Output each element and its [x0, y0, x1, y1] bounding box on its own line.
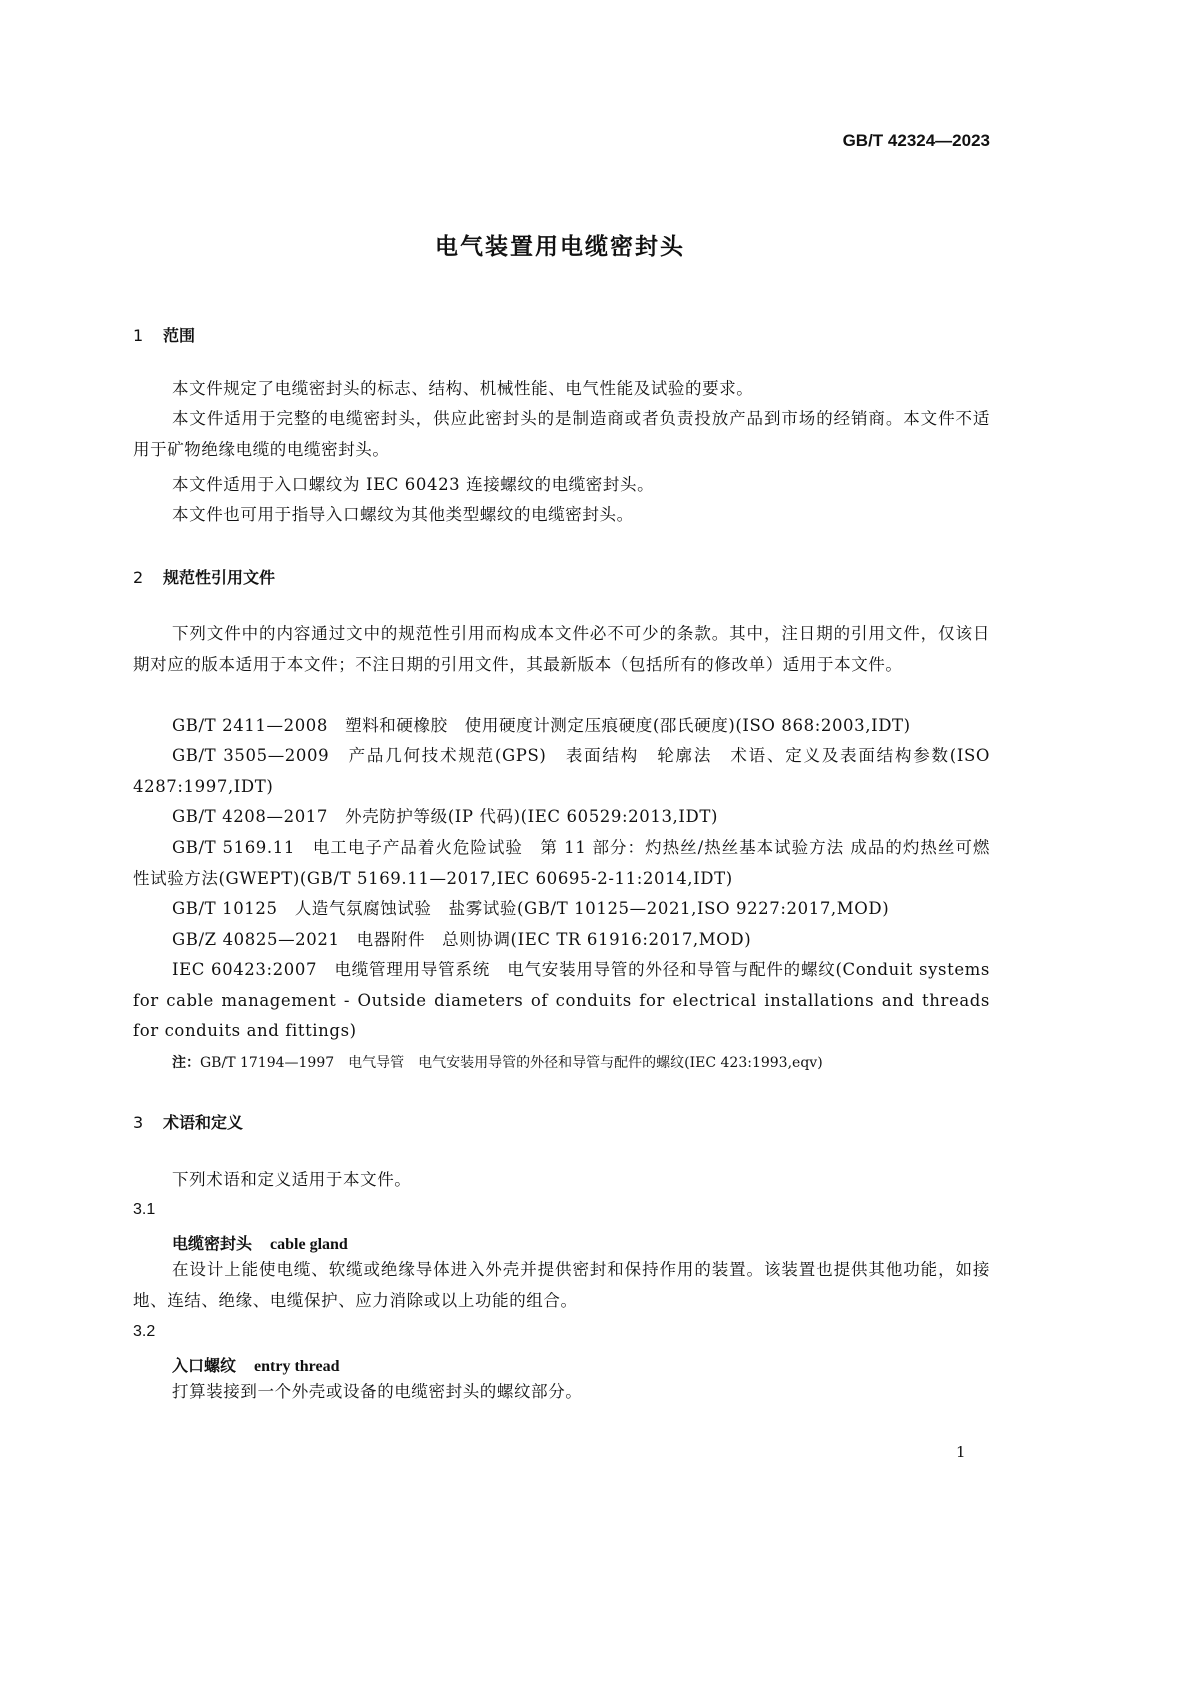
reference-item: GB/T 10125 人造气氛腐蚀试验 盐雾试验(GB/T 10125—2021,ISO 9227:2017,MOD)	[172, 899, 890, 918]
document-title: 电气装置用电缆密封头	[435, 234, 685, 260]
term-zh: 电缆密封头	[172, 1234, 253, 1253]
section-heading-scope	[133, 323, 195, 346]
standard-number: GB/T 42324—2023	[842, 131, 990, 150]
page-number: 1	[956, 1443, 966, 1461]
paragraph: 下列文件中的内容通过文中的规范性引用而构成本文件必不可少的条款。其中，注日期的引用文件，仅该日期对应的版本适用于本文件；不注日期的引用文件，其最新版本（包括所有的修改单）适用于本文件。	[133, 624, 990, 674]
reference-item: GB/T 2411—2008 塑料和硬橡胶 使用硬度计测定压痕硬度(邵氏硬度)(ISO 868:2003,IDT)	[172, 716, 911, 735]
term-number: 3.2	[133, 1323, 156, 1340]
paragraph: 本文件适用于完整的电缆密封头，供应此密封头的是制造商或者负责投放产品到市场的经销商。本文件不适用于矿物绝缘电缆的电缆密封头。	[133, 409, 990, 459]
reference-item: GB/Z 40825—2021 电器附件 总则协调(IEC TR 61916:2017,MOD)	[172, 930, 752, 949]
section-heading-terms	[133, 1110, 243, 1133]
reference-item: GB/T 5169.11 电工电子产品着火危险试验 第 11 部分：灼热丝/热丝基本试验方法 成品的灼热丝可燃性试验方法(GWEPT)(GB/T 5169.11—2017,IEC 60695-2-11:2014,IDT)	[133, 838, 990, 888]
section-title: 术语和定义	[163, 1113, 244, 1132]
term-number: 3.1	[133, 1201, 156, 1218]
note	[172, 1052, 823, 1072]
paragraph: 下列术语和定义适用于本文件。	[172, 1170, 412, 1189]
section-number: 2	[133, 568, 144, 587]
section-number: 1	[133, 326, 144, 345]
section-title: 范围	[163, 326, 196, 345]
section-number: 3	[133, 1113, 144, 1132]
section-heading-normative-references	[133, 565, 275, 588]
section-title: 规范性引用文件	[163, 568, 276, 587]
note-label: 注：	[172, 1055, 200, 1071]
term-definition: 在设计上能使电缆、软缆或绝缘导体进入外壳并提供密封和保持作用的装置。该装置也提供其他功能，如接地、连结、绝缘、电缆保护、应力消除或以上功能的组合。	[133, 1260, 990, 1310]
term-zh: 入口螺纹	[172, 1356, 237, 1375]
reference-item: GB/T 3505—2009 产品几何技术规范(GPS) 表面结构 轮廓法 术语、定义及表面结构参数(ISO 4287:1997,IDT)	[133, 746, 990, 796]
reference-item: IEC 60423:2007 电缆管理用导管系统 电气安装用导管的外径和导管与配件的螺纹(Conduit systems for cable management - Outside diameters of conduits for electrical installations and threads for conduits and fittings)	[133, 960, 990, 1040]
paragraph: 本文件也可用于指导入口螺纹为其他类型螺纹的电缆密封头。	[172, 505, 634, 524]
term-definition: 打算装接到一个外壳或设备的电缆密封头的螺纹部分。	[172, 1382, 583, 1401]
reference-item: GB/T 4208—2017 外壳防护等级(IP 代码)(IEC 60529:2013,IDT)	[172, 807, 718, 826]
term-heading	[172, 1231, 348, 1254]
term-heading	[172, 1353, 339, 1376]
term-en: cable gland	[270, 1236, 348, 1253]
term-en: entry thread	[254, 1358, 340, 1375]
note-text: GB/T 17194—1997 电气导管 电气安装用导管的外径和导管与配件的螺纹(IEC 423:1993,eqv)	[200, 1055, 823, 1071]
paragraph: 本文件适用于入口螺纹为 IEC 60423 连接螺纹的电缆密封头。	[172, 475, 655, 494]
paragraph: 本文件规定了电缆密封头的标志、结构、机械性能、电气性能及试验的要求。	[172, 379, 754, 398]
